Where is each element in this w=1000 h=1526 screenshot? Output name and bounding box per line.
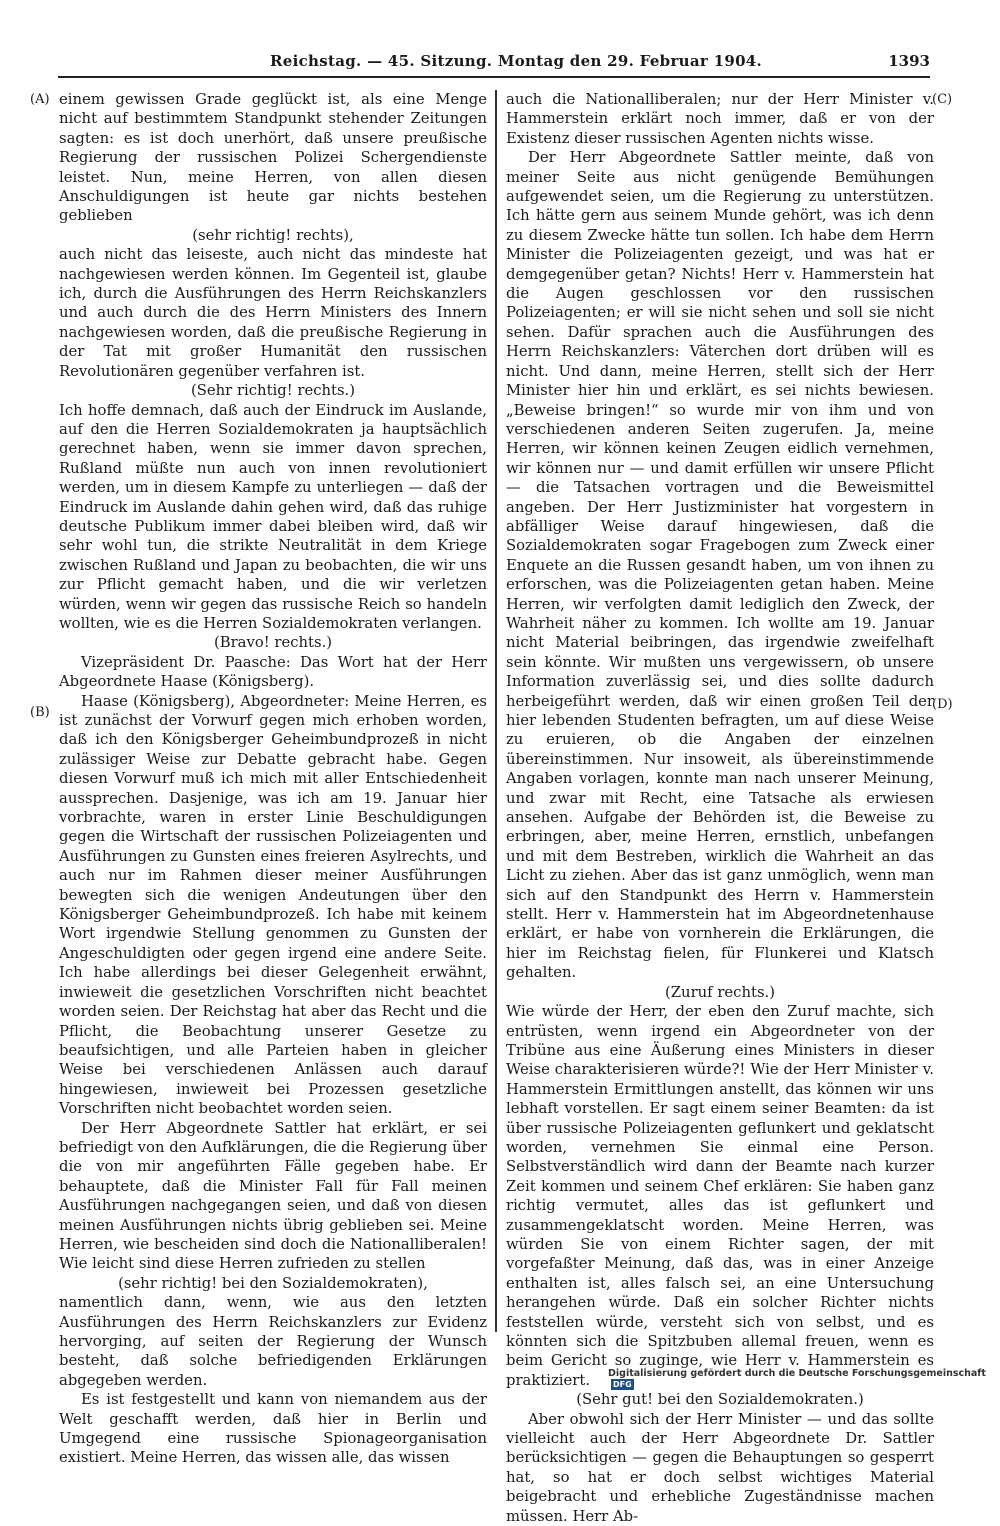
speaker-paragraph: Haase (Königsberg), Abgeordneter: Meine Herren, es ist zunächst der Vorwurf gegen mich erhoben worden, daß ich den Königsberger Geheimbundprozeß in nicht zulässiger Weise zur Debatte gebracht habe. Gegen diesen Vorwurf muß ich mich mit aller Entschiedenheit aussprechen. Dasjenige, was ich am 19. Januar hier vorbrachte, waren in erster Linie Beschuldigungen gegen die Wirtschaft der russischen Polizeiagenten und Ausführungen zu Gunsten eines freieren Asylrechts, und auch nur im Rahmen dieser meiner Ausführungen bewegten sich die wenigen Andeutungen über den Königsberger Geheimbundprozeß. Ich habe mit keinem Wort irgendwie Stellung genommen zu Gunsten der Angeschuldigten oder gegen irgend eine andere Seite. Ich habe allerdings bei dieser Gelegenheit erwähnt, inwieweit die gesetzlichen Vorschriften nicht beachtet worden seien. Der Reichstag hat aber das Recht und die Pflicht, die Beobachtung unserer Gesetze zu beaufsichtigen, und alle Parteien haben in gleicher Weise bei verschiedenen Anlässen auch darauf hingewiesen, inwieweit bei Prozessen gesetzliche Vorschriften nicht beobachtet worden seien. (59, 692, 487, 1118)
paragraph: Der Herr Abgeordnete Sattler meinte, daß von meiner Seite aus nicht genügende Bemühungen aufgewendet seien, um die Regierung zu unterstützen. Ich hätte gern aus seinem Munde gehört, was ich denn zu diesem Zwecke hätte tun sollen. Ich habe dem Herrn Minister die Polizeiagenten gezeigt, und was hat er demgegenüber getan? Nichts! Herr v. Hammerstein hat die Augen geschlossen vor den russischen Polizeiagenten; er will sie nicht sehen und soll sie nicht sehen. Dafür sprachen auch die Ausführungen des Herrn Reichskanzlers: Väterchen dort drüben will es nicht. Und dann, meine Herren, stellt sich der Herr Minister hier hin und erklärt, es sei nichts bewiesen. „Beweise bringen!“ so wurde mir von ihm und von verschiedenen anderen Seiten zugerufen. Ja, meine Herren, wir können keinen Zeugen eidlich vernehmen, wir können nur — und damit erfüllen wir unsere Pflicht — die Tatsachen vortragen und die Beweismittel angeben. Der Herr Justizminister hat vorgestern in abfälliger Weise darauf hingewiesen, daß die Sozialdemokraten sogar Fragebogen zum Zweck einer Enquete an die Russen gesandt haben, um von ihnen zu erforschen, was die Polizeiagenten getan haben. Meine Herren, wir verfolgten damit lediglich den Zweck, der Wahrheit näher zu kommen. Ich wollte am 19. Januar nicht Material beibringen, das irgendwie zweifelhaft sein könnte. Wir mußten uns vergewissern, ob unsere Information zuverlässig sei, und dies sollte dadurch herbeigeführt werden, daß wir einen großen Teil der hier lebenden Studenten befragten, um auf diese Weise zu eruieren, ob die Angaben der einzelnen übereinstimmen. Nur insoweit, als übereinstimmende Angaben vorlagen, konnte man nach unserer Meinung, und zwar mit Recht, eine Tatsache als erwiesen ansehen. Aufgabe der Behörden ist, die Beweise zu erbringen, aber, meine Herren, ernstlich, unbefangen und mit dem Bestreben, wirklich die Wahrheit an das Licht zu ziehen. Aber das ist ganz unmöglich, wenn man sich auf den Standpunkt des Herrn v. Hammerstein stellt. Herr v. Hammerstein hat im Abgeordnetenhause erklärt, er habe von vornherein die Erklärungen, die hier im Reichstag fielen, für Flunkerei und Klatsch gehalten. (506, 149, 934, 982)
digitization-credit (608, 1368, 998, 1389)
paragraph: namentlich dann, wenn, wie aus den letzten Ausführungen des Herrn Reichskanzlers zur Evidenz hervorging, auf seiten der Regierung der Wunsch besteht, daß solche befriedigenden Erklärungen abgegeben werden. (59, 1294, 487, 1389)
margin-marker-c: (C) (932, 92, 953, 107)
page-number: 1393 (888, 52, 930, 70)
interjection: (Sehr richtig! rechts.) (190, 382, 356, 400)
paragraph: Es ist festgestellt und kann von niemandem aus der Welt geschafft werden, daß hier in Berlin und Umgegend eine russische Spionageorganisation existiert. Meine Herren, das wissen alle, das wissen (59, 1391, 487, 1467)
running-title: Reichstag. — 45. Sitzung. Montag den 29. Februar 1904. (270, 52, 763, 70)
page-header (120, 52, 930, 74)
right-column (506, 90, 934, 1526)
header-rule (58, 76, 930, 78)
paragraph: Wie würde der Herr, der eben den Zuruf machte, sich entrüsten, wenn irgend ein Abgeordneter von der Tribüne aus eine Äußerung eines Ministers in dieser Weise charakterisieren würde?! Wie der Herr Minister v. Hammerstein Ermittlungen anstellt, das können wir uns lebhaft vorstellen. Er sagt einem seiner Beamten: da ist über russische Polizeiagenten geflunkert und geklatscht worden, vernehmen Sie einmal eine Person. Selbstverständlich wird dann der Beamte nach kurzer Zeit kommen und seinem Chef erklären: Sie haben ganz richtig vermutet, alles das ist geflunkert und zusammengeklatscht worden. Meine Herren, was würden Sie von einem Richter sagen, der mit vorgefaßter Meinung, daß das, was in einer Anzeige enthalten ist, alles falsch sei, an eine Untersuchung herangehen würde. Daß ein solcher Richter nichts feststellen würde, versteht sich von selbst, und es könnten sich die Spitzbuben allemal freuen, wenn es beim Gericht so zuginge, wie Herr v. Hammerstein es praktiziert. (506, 1003, 934, 1389)
left-column (59, 90, 487, 1468)
column-divider (495, 90, 497, 1332)
margin-marker-d: (D) (932, 697, 953, 712)
paragraph: auch die Nationalliberalen; nur der Herr Minister v. Hammerstein erklärt noch immer, daß er von der Existenz dieser russischen Agenten nichts wisse. (506, 91, 934, 147)
interjection: (Zuruf rechts.) (664, 983, 776, 1001)
speaker-paragraph: Vizepräsident Dr. Paasche: Das Wort hat der Herr Abgeordnete Haase (Königsberg). (59, 653, 487, 691)
dfg-logo: DFG (613, 1380, 632, 1389)
margin-marker-b: (B) (30, 705, 50, 720)
paragraph: Ich hoffe demnach, daß auch der Eindruck im Auslande, auf den die Herren Sozialdemokraten ja hauptsächlich gerechnet haben, wenn sie immer davon sprechen, Rußland müßte nun auch von innen revolutioniert werden, um in diesem Kampfe zu unterliegen — daß der Eindruck im Auslande dahin gehen wird, daß das ruhige deutsche Publikum immer dabei bleiben wird, daß wir sehr wohl tun, die strikte Neutralität in dem Kriege zwischen Rußland und Japan zu beobachten, die wir uns zur Pflicht gemacht haben, und die wir verletzen würden, wenn wir gegen das russische Reich so handeln wollten, wie es die Herren Sozialdemokraten verlangen. (59, 401, 487, 632)
margin-marker-a: (A) (30, 92, 50, 107)
paragraph: auch nicht das leiseste, auch nicht das mindeste hat nachgewiesen werden können. Im Gegenteil ist, glaube ich, durch die Ausführungen des Herrn Reichskanzlers und auch durch die des Herrn Ministers des Innern nachgewiesen worden, daß die preußische Regierung in der Tat mit großer Humanität den russischen Revolutionären gegenüber verfahren ist. (59, 246, 487, 380)
interjection: (sehr richtig! rechts), (192, 226, 354, 244)
credit-text: Digitalisierung gefördert durch die Deutsche Forschungsgemeinschaft (608, 1368, 986, 1379)
paragraph: Der Herr Abgeordnete Sattler hat erklärt, er sei befriedigt von den Aufklärungen, die die Regierung über die von mir angeführten Fälle gegeben habe. Er behauptete, daß die Minister Fall für Fall meinen Ausführungen nachgegangen seien, und daß von diesen meinen Ausführungen nichts übrig geblieben sei. Meine Herren, wie bescheiden sind doch die Nationalliberalen! Wie leicht sind diese Herren zufrieden zu stellen (59, 1119, 487, 1273)
interjection: (sehr richtig! bei den Sozialdemokraten), (118, 1274, 428, 1292)
paragraph: einem gewissen Grade geglückt ist, als eine Menge nicht auf bestimmtem Standpunkt stehender Zeitungen sagten: es ist doch unerhört, daß unsere preußische Regierung der russischen Polizei Schergendienste leistet. Nun, meine Herren, von allen diesen Anschuldigungen ist heute gar nichts bestehen geblieben (59, 91, 487, 225)
interjection: (Bravo! rechts.) (213, 634, 333, 652)
interjection: (Sehr gut! bei den Sozialdemokraten.) (576, 1391, 864, 1409)
paragraph: Aber obwohl sich der Herr Minister — und das sollte vielleicht auch der Herr Abgeordnete Dr. Sattler berücksichtigen — gegen die Behauptungen so gesperrt hat, so hat er doch selbst wichtiges Material beigebracht und erhebliche Zugeständnisse machen müssen. Herr Ab- (506, 1410, 934, 1525)
